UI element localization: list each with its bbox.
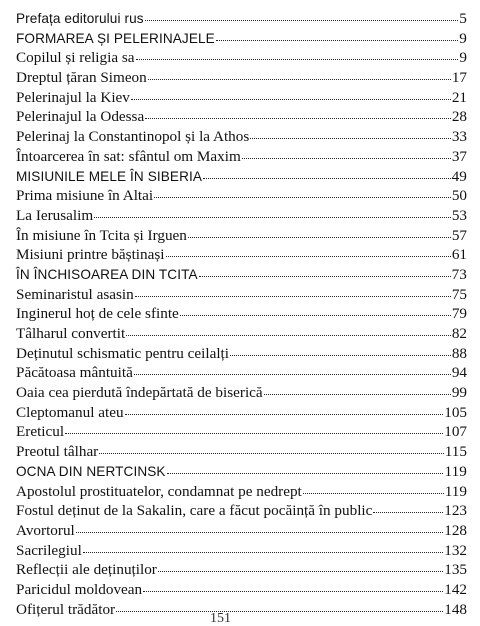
toc-entry-page: 128 (444, 521, 467, 539)
toc-entry-page: 57 (451, 226, 467, 244)
toc-entry-title: Întoarcerea în sat: sfântul om Maxim (16, 147, 241, 165)
toc-entry (16, 422, 467, 442)
toc-entry-title: Inginerul hoț de cele sfinte (16, 305, 179, 323)
toc-entry-title: Pelerinajul la Odessa (16, 108, 145, 126)
toc-dot-leader (158, 571, 443, 572)
toc-entry-page: 9 (459, 29, 467, 47)
toc-entry-title: Misiuni printre băștinași (16, 246, 165, 264)
toc-entry (16, 501, 467, 521)
toc-entry (16, 226, 467, 246)
toc-dot-leader (148, 79, 451, 80)
toc-dot-leader (373, 512, 443, 513)
toc-entry (16, 304, 467, 324)
toc-entry-page: 88 (451, 344, 467, 362)
toc-entry (16, 48, 467, 68)
toc-entry-title: Seminaristul asasin (16, 285, 134, 303)
toc-entry (16, 285, 467, 305)
toc-entry (16, 363, 467, 383)
toc-entry-page: 123 (444, 502, 467, 520)
toc-entry-page: 49 (451, 167, 467, 185)
toc-entry-page: 99 (451, 384, 467, 402)
toc-entry (16, 383, 467, 403)
toc-entry-page: 107 (444, 423, 467, 441)
toc-dot-leader (199, 276, 451, 277)
toc-entry-page: 33 (451, 128, 467, 146)
toc-entry-title: Dreptul țăran Simeon (16, 69, 147, 87)
toc-entry (16, 541, 467, 561)
toc-dot-leader (188, 237, 451, 238)
toc-entry-page: 5 (459, 10, 467, 27)
toc-entry-page: 50 (451, 187, 467, 205)
toc-entry-page: 132 (444, 541, 467, 559)
toc-entry-title: MISIUNILE MELE ÎN SIBERIA (16, 168, 203, 184)
toc-entry-page: 17 (451, 69, 467, 87)
toc-entry (16, 344, 467, 364)
toc-entry-title: Avortorul (16, 521, 75, 539)
toc-entry-page: 119 (444, 482, 467, 500)
toc-section-heading (16, 462, 467, 482)
toc-entry (16, 186, 467, 206)
toc-entry-title: Cleptomanul ateu (16, 403, 124, 421)
toc-entry-title: Pelerinaj la Constantinopol și la Athos (16, 128, 250, 146)
toc-dot-leader (145, 118, 451, 119)
toc-entry (16, 245, 467, 265)
toc-entry (16, 521, 467, 541)
toc-entry-page: 115 (444, 443, 467, 461)
toc-entry (16, 403, 467, 423)
toc-entry (16, 127, 467, 147)
toc-entry (16, 482, 467, 502)
toc-entry-title: Preotul tâlhar (16, 443, 99, 461)
toc-entry (16, 147, 467, 167)
toc-section-heading (16, 9, 467, 29)
toc-entry-title: Paricidul moldovean (16, 580, 143, 598)
toc-dot-leader (180, 315, 451, 316)
toc-entry-page: 61 (451, 246, 467, 264)
toc-entry (16, 68, 467, 88)
toc-dot-leader (230, 355, 451, 356)
toc-entry-title: Ereticul (16, 423, 65, 441)
toc-dot-leader (166, 256, 451, 257)
toc-dot-leader (303, 493, 444, 494)
toc-entry (16, 442, 467, 462)
toc-entry-title: Copilul și religia sa (16, 49, 135, 67)
toc-dot-leader (136, 59, 459, 60)
toc-dot-leader (167, 473, 444, 474)
toc-entry-page: 9 (459, 49, 467, 67)
toc-entry-page: 28 (451, 108, 467, 126)
toc-dot-leader (134, 374, 451, 375)
toc-entry-title: În misiune în Tcita și Irguen (16, 226, 187, 244)
toc-dot-leader (203, 178, 451, 179)
toc-entry (16, 600, 467, 620)
toc-entry-page: 82 (451, 325, 467, 342)
toc-dot-leader (242, 158, 451, 159)
toc-dot-leader (135, 296, 451, 297)
toc-entry-title: La Ierusalim (16, 206, 94, 224)
toc-dot-leader (216, 40, 458, 41)
toc-entry-page: 21 (451, 88, 467, 106)
toc-entry (16, 107, 467, 127)
toc-dot-leader (116, 611, 443, 612)
toc-entry-page: 79 (451, 305, 467, 323)
toc-dot-leader (143, 591, 443, 592)
toc-dot-leader (145, 20, 459, 21)
toc-dot-leader (154, 197, 451, 198)
toc-dot-leader (264, 394, 451, 395)
toc-entry (16, 324, 467, 344)
toc-entry-title: ÎN ÎNCHISOAREA DIN TCITA (16, 266, 198, 282)
page-number: 151 (210, 611, 231, 626)
toc-dot-leader (131, 99, 451, 100)
toc-entry-title: Ofițerul trădător (16, 600, 116, 618)
toc-section-heading (16, 265, 467, 285)
toc-section-heading (16, 167, 467, 187)
toc-entry-title: Deținutul schismatic pentru ceilalți (16, 344, 229, 362)
toc-entry-title: Sacrilegiul (16, 541, 82, 559)
toc-entry-title: Oaia cea pierdută îndepărtată de biserică (16, 384, 263, 402)
toc-entry (16, 206, 467, 226)
toc-entry-title: FORMAREA ȘI PELERINAJELE (16, 30, 215, 46)
toc-dot-leader (65, 433, 443, 434)
toc-entry-page: 94 (451, 364, 467, 382)
toc-dot-leader (99, 453, 444, 454)
toc-entry-title: OCNA DIN NERTCINSK (16, 463, 166, 479)
toc-entry-page: 105 (444, 403, 467, 421)
toc-entry-page: 53 (451, 206, 467, 224)
toc-dot-leader (125, 414, 444, 415)
toc-section-heading (16, 29, 467, 49)
toc-dot-leader (76, 532, 443, 533)
toc-entry-page: 37 (451, 147, 467, 165)
toc-entry-title: Prima misiune în Altai (16, 187, 154, 205)
toc-dot-leader (83, 552, 443, 553)
toc-entry-title: Reflecții ale deținuților (16, 561, 157, 579)
toc-entry (16, 580, 467, 600)
toc-entry-page: 135 (444, 561, 467, 579)
toc-entry-title: Prefața editorului rus (16, 11, 144, 26)
toc-entry-page: 142 (444, 580, 467, 598)
toc-entry-page: 148 (444, 600, 467, 618)
toc-entry-title: Pelerinajul la Kiev (16, 88, 130, 106)
toc-entry-title: Fostul deținut de la Sakalin, care a făcut pocăință în public (16, 502, 373, 520)
toc-entry-title: Păcătoasa mântuită (16, 364, 133, 382)
toc-entry-page: 119 (444, 462, 467, 480)
toc-dot-leader (94, 217, 451, 218)
toc-dot-leader (250, 138, 451, 139)
toc-entry (16, 88, 467, 108)
toc-entry-title: Apostolul prostituatelor, condamnat pe nedrept (16, 482, 302, 500)
toc-dot-leader (126, 335, 451, 336)
toc-entry-title: Tâlharul convertit (16, 325, 126, 342)
toc-entry-page: 75 (451, 285, 467, 303)
toc-entry-page: 73 (451, 265, 467, 283)
toc-entry (16, 560, 467, 580)
table-of-contents (16, 9, 467, 619)
